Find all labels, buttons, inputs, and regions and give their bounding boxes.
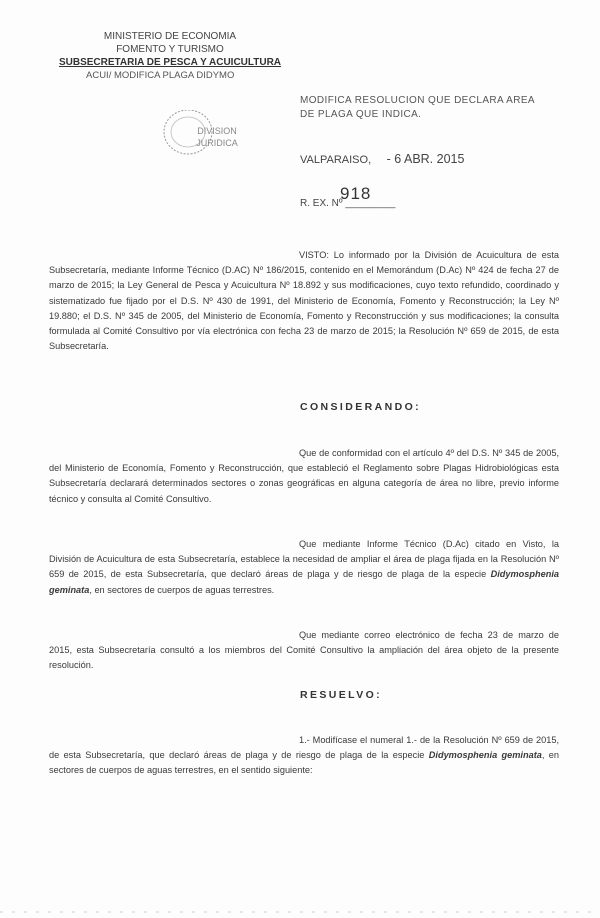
considerando-heading: CONSIDERANDO: — [300, 401, 422, 413]
letterhead — [40, 30, 300, 82]
ministry-subname: FOMENTO Y TURISMO — [116, 44, 224, 55]
stamp-text — [192, 125, 242, 149]
paragraph-lead: Que de conformidad con el artículo 4º del D.S. Nº — [299, 448, 503, 458]
considerando-paragraph-2 — [49, 537, 559, 598]
undersecretariat-name: SUBSECRETARIA DE PESCA Y ACUICULTURA — [58, 57, 282, 68]
resolution-handwritten-number: 918 — [340, 184, 372, 203]
stamp-line: DIVISION — [197, 126, 237, 136]
resuelvo-heading: RESUELVO: — [300, 689, 383, 701]
species-name: Didymosphenia geminata — [428, 750, 542, 761]
paragraph-lead: Que mediante Informe Técnico (D.Ac) citado en — [299, 539, 517, 549]
city: VALPARAISO, — [300, 154, 372, 166]
visto-body: esta Subsecretaría, mediante Informe Técnico (D.AC) Nº 186/2015, contenido en el Memorándum (D.Ac) Nº 424 de fecha 27 de marzo de 2015; la Ley General de Pesca y Acuicultura Nº 18.892 y sus modificaciones, cuyo texto refundido, coordinado y sistematizado fue fijado por el D.S. Nº 430 de 1991, del Ministerio de Economía, Fomento y Reconstrucción; la Ley Nº 19.880; el D.S. Nº 345 de 2005, del Ministerio de Economía, Fomento y Reconstrucción y sus modificaciones; la consulta formulada al Comité Consultivo por vía electrónica con fecha 23 de marzo de 2015; la Resolución Nº 659 de 2015, de esta Subsecretaría. — [49, 250, 559, 352]
paragraph-lead: Que mediante correo electrónico de fecha 23 de — [299, 630, 514, 640]
scan-edge-mark — [0, 906, 600, 918]
considerando-paragraph-3 — [49, 628, 559, 674]
paragraph-body: Visto, la División de Acuicultura de esta Subsecretaría, establece la necesidad de ampliar el área de plaga fijada en la Resolución Nº 659 de 2015, de esta Subsecretaría, que declaró áreas de plaga y de riesgo de plaga de la especie — [49, 539, 559, 580]
paragraph-body: 659 de 2015, de esta Subsecretaría, que declaró áreas de plaga y de riesgo de plaga de la especie — [49, 735, 559, 761]
considerando-paragraph-1 — [49, 446, 559, 507]
resolution-number — [300, 184, 396, 209]
paragraph-body: , en sectores de cuerpos de aguas terrestres. — [89, 584, 275, 595]
ministry-name: MINISTERIO DE ECONOMIA — [103, 31, 237, 42]
paragraph-body: marzo de 2015, esta Subsecretaría consultó a los miembros del Comité Consultivo la ampliación del área objeto de la presente resolución. — [49, 630, 559, 671]
paragraph-body: , en sectores de cuerpos de aguas terrestres, en el sentido siguiente: — [49, 750, 560, 776]
paragraph-body: 345 de 2005, del Ministerio de Economía, Fomento y Reconstrucción, que estableció el Reglamento sobre Plagas Hidrobiológicas esta Subsecretaría declarará determinados sectores o zonas geográficas en alguna categoría de área no libre, previo informe técnico y consulta al Comité Consultivo. — [49, 448, 559, 504]
document-reference: ACUI/ MODIFICA PLAGA DIDYMO — [86, 70, 235, 81]
place-date — [300, 152, 464, 166]
date-stamp: - 6 ABR. 2015 — [386, 152, 465, 166]
visto-lead: VISTO: Lo informado por la División de Acuicultura de — [299, 250, 537, 260]
visto-paragraph — [49, 248, 559, 354]
resolution-label: R. EX. Nº _________ — [300, 198, 396, 209]
stamp-line: JURIDICA — [196, 138, 238, 148]
species-name: Didymosphenia geminata — [49, 569, 559, 595]
paragraph-lead: 1.- Modifícase el numeral 1.- de la Resolución Nº — [299, 735, 502, 745]
resuelvo-paragraph-1 — [49, 733, 559, 779]
document-subject: MODIFICA RESOLUCION QUE DECLARA AREA DE PLAGA QUE INDICA. — [300, 95, 535, 120]
